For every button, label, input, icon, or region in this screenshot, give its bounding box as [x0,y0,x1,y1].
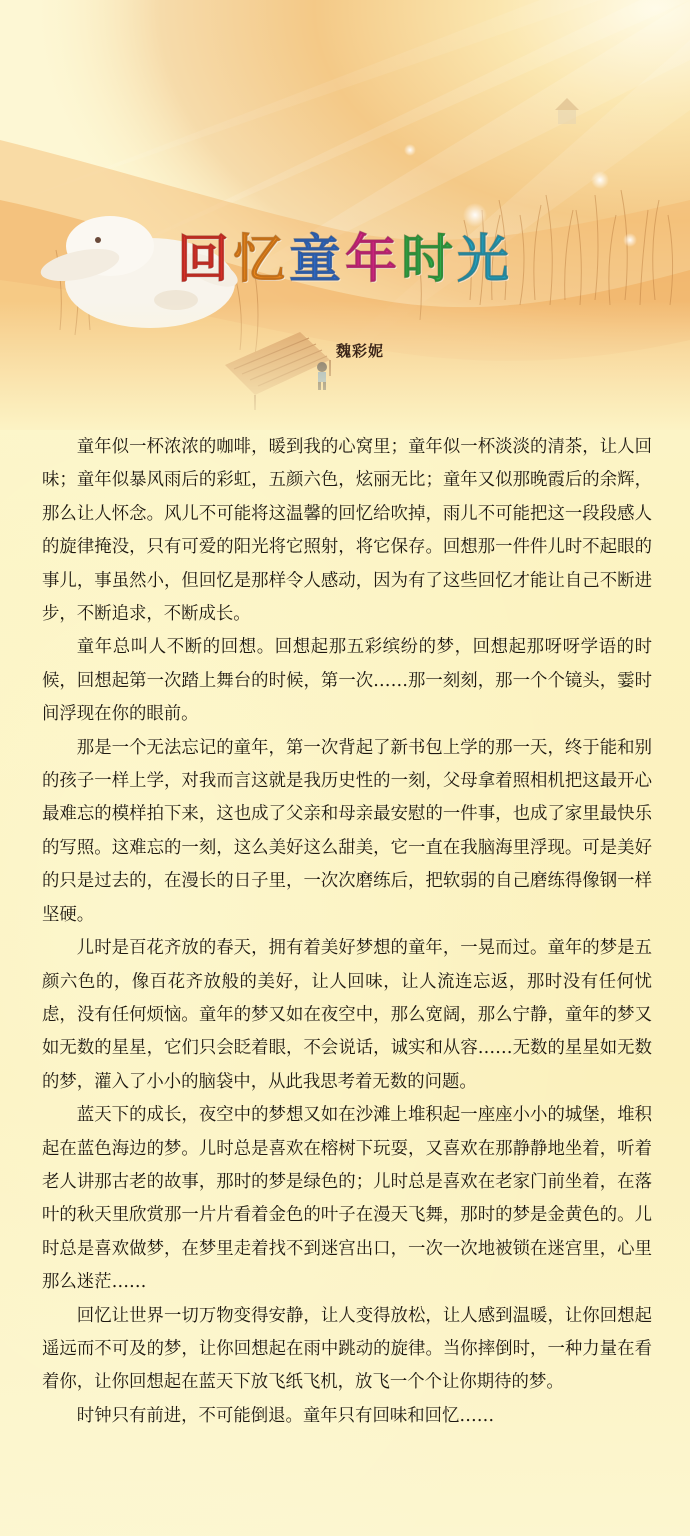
title-char: 时 [401,230,458,290]
title-char: 回 [176,230,233,290]
title-char: 忆 [232,230,289,290]
paragraph: 蓝天下的成长，夜空中的梦想又如在沙滩上堆积起一座座小小的城堡，堆积起在蓝色海边的梦。儿时总是喜欢在榕树下玩耍，又喜欢在那静静地坐着，听着老人讲那古老的故事，那时的梦是绿色的；儿时总是喜欢在老家门前坐着，在落叶的秋天里欣赏那一片片看着金色的叶子在漫天飞舞，那时的梦是金黄色的。儿时总是喜欢做梦，在梦里走着找不到迷宫出口，一次一次地被锁在迷宫里，心里那么迷茫…… [42,1105,652,1293]
sunset-meadow-illustration [0,0,690,430]
title-char: 年 [345,230,402,290]
paragraph: 时钟只有前进，不可能倒退。童年只有回味和回忆…… [76,1405,495,1426]
article-body [42,431,652,1433]
paragraph: 那是一个无法忘记的童年，第一次背起了新书包上学的那一天，终于能和别的孩子一样上学，对我而言这就是我历史性的一刻，父母拿着照相机把这最开心最难忘的模样拍下来，这也成了父亲和母亲最安慰的一件事，也成了家里最快乐的写照。这难忘的一刻，这么美好这么甜美，它一直在我脑海里浮现。可是美好的只是过去的，在漫长的日子里，一次次磨练后，把软弱的自己磨练得像钢一样坚硬。 [42,737,652,925]
paragraph: 回忆让世界一切万物变得安静，让人变得放松，让人感到温暖，让你回想起遥远而不可及的梦，让你回想起在雨中跳动的旋律。当你摔倒时，一种力量在看着你，让你回想起在蓝天下放飞纸飞机，放飞一个个让你期待的梦。 [42,1305,652,1393]
title-char: 童 [288,230,345,290]
paragraph: 童年总叫人不断的回想。回想起那五彩缤纷的梦，回想起那呀呀学语的时候，回想起第一次踏上舞台的时候，第一次……那一刻刻，那一个个镜头，霎时间浮现在你的眼前。 [42,637,652,725]
author-name: 魏彩妮 [335,342,384,360]
paragraph: 童年似一杯浓浓的咖啡，暖到我的心窝里；童年似一杯淡淡的清茶，让人回味；童年似暴风雨后的彩虹，五颜六色，炫丽无比；童年又似那晚霞后的余辉，那么让人怀念。风儿不可能将这温馨的回忆给吹掉，雨儿不可能把这一段段感人的旋律掩没，只有可爱的阳光将它照射，将它保存。回想那一件件儿时不起眼的事儿，事虽然小，但回忆是那样令人感动，因为有了这些回忆才能让自己不断进步，不断追求，不断成长。 [42,437,652,625]
header-illustration [0,0,690,430]
paragraph: 儿时是百花齐放的春天，拥有着美好梦想的童年，一晃而过。童年的梦是五颜六色的，像百花齐放般的美好，让人回味，让人流连忘返，那时没有任何忧虑，没有任何烦恼。童年的梦又如在夜空中，那么宽阔，那么宁静，童年的梦又如无数的星星，它们只会眨着眼，不会说话，诚实和从容……无数的星星如无数的梦，灌入了小小的脑袋中，从此我思考着无数的问题。 [42,938,652,1092]
page-title [0,228,690,292]
title-char: 光 [457,230,514,290]
